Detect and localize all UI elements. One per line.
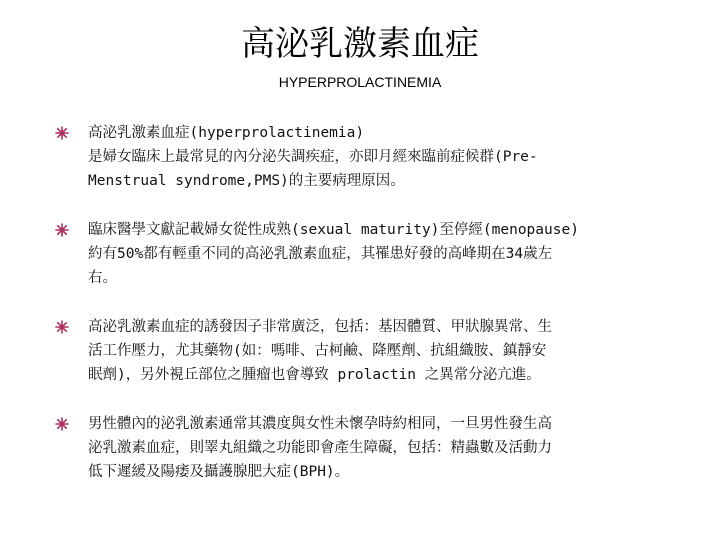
bullet-text: 高泌乳激素血症的誘發因子非常廣泛，包括：基因體質、甲狀腺異常、生 活工作壓力，尤其藥物(如：嗎啡、古柯鹼、降壓劑、抗組織胺、鎮靜安 眠劑)，另外視丘部位之腫瘤也會導致 prolactin 之異常分泌亢進。 <box>88 319 552 383</box>
bullet-item <box>55 412 685 484</box>
bullet-text: 男性體內的泌乳激素通常其濃度與女性未懷孕時約相同，一旦男性發生高 泌乳激素血症，則睪丸組織之功能即會產生障礙，包括：精蟲數及活動力 低下遲緩及陽痿及攝護腺肥大症(BPH)。 <box>88 416 552 480</box>
flower-bullet-icon <box>55 320 69 334</box>
bullet-item <box>55 218 685 290</box>
bullet-text: 臨床醫學文獻記載婦女從性成熟(sexual maturity)至停經(menopause) 約有50%都有輕重不同的高泌乳激素血症，其罹患好發的高峰期在34歲左 右。 <box>88 222 579 286</box>
bullet-list <box>55 121 685 509</box>
flower-bullet-icon <box>55 417 69 431</box>
bullet-item <box>55 315 685 387</box>
slide-subtitle: HYPERPROLACTINEMIA <box>278 74 442 90</box>
bullet-item <box>55 121 685 193</box>
slide-title: 高泌乳激素血症 <box>241 24 479 64</box>
bullet-text: 高泌乳激素血症(hyperprolactinemia) 是婦女臨床上最常見的內分泌失調疾症，亦即月經來臨前症候群(Pre- Menstrual syndrome,PMS)的主要病理原因。 <box>88 125 538 189</box>
flower-bullet-icon <box>55 126 69 140</box>
flower-bullet-icon <box>55 223 69 237</box>
